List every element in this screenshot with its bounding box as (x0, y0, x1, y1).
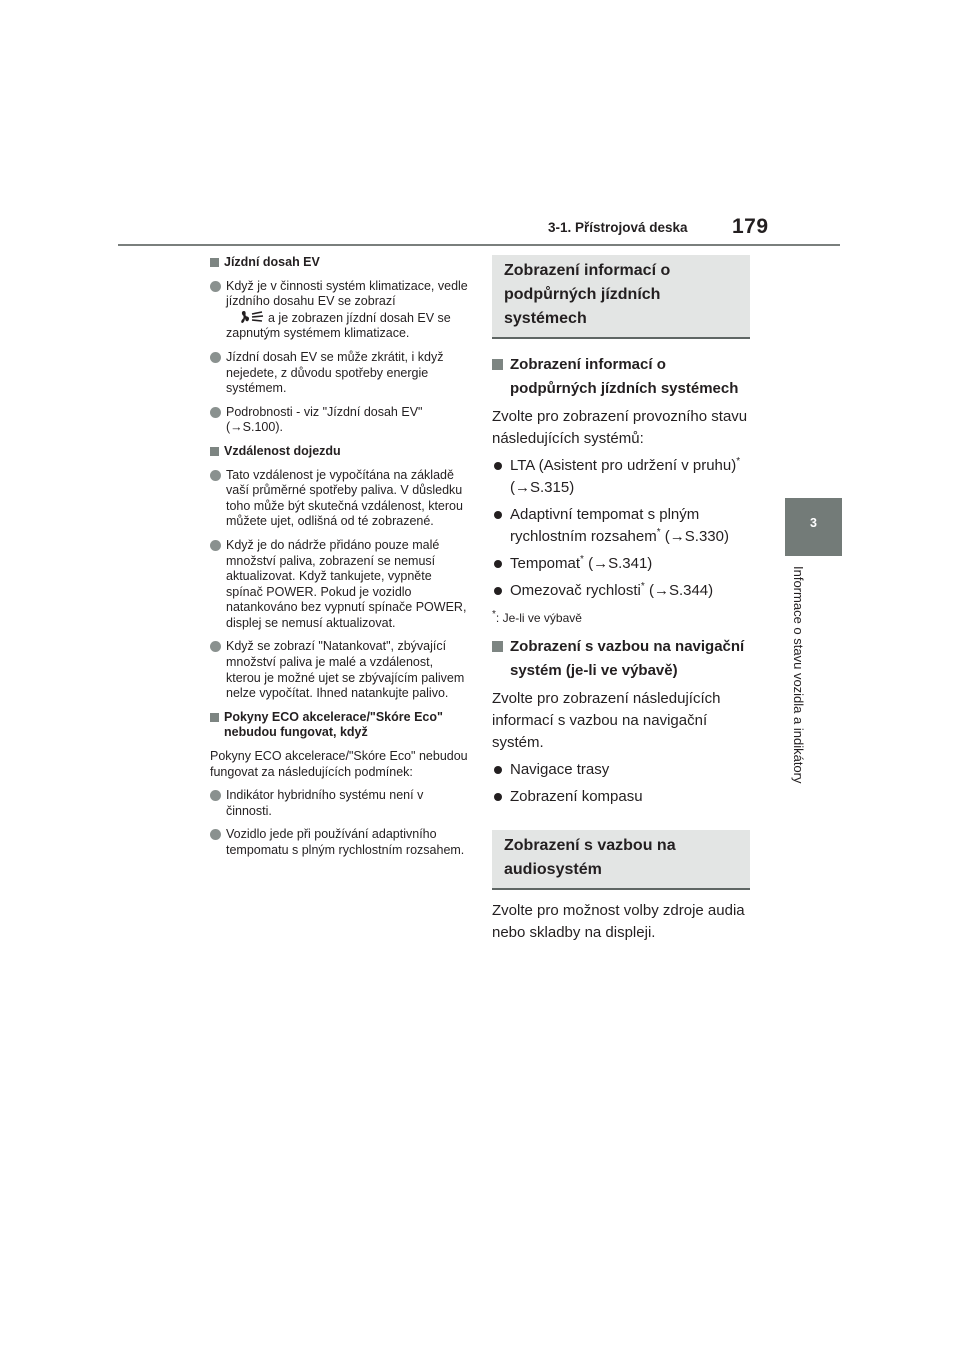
circle-bullet-icon (494, 793, 502, 801)
heading-eco (210, 710, 470, 741)
paragraph: Zvolte pro zobrazení následujících informací s vazbou na navigační systém. (492, 690, 721, 751)
paragraph: Pokyny ECO akcelerace/"Skóre Eco" nebudou fungovat za následujících podmínek: (210, 749, 468, 779)
paragraph: Zvolte pro možnost volby zdroje audia nebo skladby na displeji. (492, 902, 745, 941)
square-bullet-icon (492, 359, 503, 370)
page-number: 179 (732, 215, 769, 238)
circle-bullet-icon (210, 790, 221, 801)
chapter-label: Informace o stavu vozidla a indikátory (791, 566, 806, 784)
section-box-audio: Zobrazení s vazbou na audiosystém (492, 830, 750, 890)
list-item (492, 786, 750, 808)
list-item-text: Zobrazení kompasu (510, 788, 643, 805)
circle-bullet-icon (210, 352, 221, 363)
list-item (492, 580, 750, 602)
list-item-text: Tato vzdálenost je vypočítána na základě vaší průměrné spotřeby paliva. V důsledku toho může být skutečná vzdálenost, kterou můžete ujet, odlišná od té zobrazené. (226, 467, 463, 529)
circle-bullet-icon (494, 511, 502, 519)
list-item (492, 504, 750, 548)
list-item (210, 538, 470, 632)
square-bullet-icon (210, 713, 219, 722)
circle-bullet-icon (210, 407, 221, 418)
heading-text: Vzdálenost dojezdu (224, 443, 341, 458)
list-item-text-cont: a je zobrazen jízdní dosah EV se zapnutým systémem klimatizace. (226, 310, 451, 341)
circle-bullet-icon (210, 829, 221, 840)
list-item-text: Tempomat (510, 555, 581, 572)
list-item (210, 788, 470, 819)
page-reference: (→S.344) (644, 582, 714, 599)
circle-bullet-icon (494, 766, 502, 774)
circle-bullet-icon (494, 462, 502, 470)
list-item-text: Vozidlo jede při používání adaptivního tempomatu s plným rychlostním rozsahem. (226, 827, 465, 857)
list-item (492, 455, 750, 499)
list-item (492, 553, 750, 575)
footnote-text: : Je-li ve výbavě (495, 611, 582, 625)
list-item (210, 639, 470, 701)
circle-bullet-icon (210, 470, 221, 481)
heading-navigation (492, 635, 750, 683)
header-rule (118, 244, 840, 246)
list-item-text: Jízdní dosah EV se může zkrátit, i když nejedete, z důvodu spotřeby energie systémem. (226, 349, 444, 396)
list-item-text: Indikátor hybridního systému není v činnosti. (226, 788, 424, 818)
fan-icon (240, 310, 264, 324)
navigation-list (492, 759, 750, 808)
list-item-text: Adaptivní tempomat s plným rychlostním rozsahem (510, 506, 700, 545)
heading-text: Pokyny ECO akcelerace/"Skóre Eco" nebudou fungovat, když (224, 709, 443, 740)
heading-driving-support (492, 353, 750, 401)
footnote (492, 607, 750, 629)
square-bullet-icon (210, 447, 219, 456)
circle-bullet-icon (210, 641, 221, 652)
footnote-mark: * (492, 609, 496, 620)
page-reference: (→S.341) (583, 555, 653, 572)
list-item (492, 759, 750, 781)
list-item (210, 405, 470, 436)
heading-ev-range (210, 255, 470, 271)
footnote-mark: * (656, 527, 661, 538)
list-item-text: Když je v činnosti systém klimatizace, vedle jízdního dosahu EV se zobrazí (226, 278, 468, 309)
paragraph: Zvolte pro zobrazení provozního stavu následujících systémů: (492, 408, 748, 447)
list-item-text: Navigace trasy (510, 761, 610, 778)
footnote-mark: * (640, 581, 645, 592)
section-title: 3-1. Přístrojová deska (548, 220, 688, 235)
circle-bullet-icon (210, 281, 221, 292)
heading-text: Zobrazení informací o podpůrných jízdních systémech (510, 356, 739, 397)
circle-bullet-icon (494, 560, 502, 568)
list-item-text: Když je do nádrže přidáno pouze malé množství paliva, zobrazení se nemusí aktualizovat. Když tankujete, vypněte spínač POWER. Pokud je vozidlo natankováno bez vypnutí spínače POWER, displej se nemusí aktualizovat. (226, 537, 467, 630)
footnote-mark: * (736, 456, 741, 467)
right-column (492, 255, 750, 949)
left-column (210, 255, 470, 867)
list-item (210, 350, 470, 397)
heading-text: Zobrazení s vazbou na navigační systém (je-li ve výbavě) (510, 638, 745, 679)
footnote-mark: * (580, 554, 584, 565)
list-item-text: Když se zobrazí "Natankovat", zbývající množství paliva je malé a vzdálenost, kterou je možné ujet se zbývajícím palivem nelze vypočítat. Ihned natankujte palivo. (226, 639, 465, 701)
list-item-text: Podrobnosti - viz "Jízdní dosah EV" (→S.100). (226, 404, 423, 435)
support-systems-list (492, 455, 750, 602)
square-bullet-icon (210, 258, 219, 267)
list-item (210, 468, 470, 530)
section-box-driving-support: Zobrazení informací o podpůrných jízdních systémech (492, 255, 750, 339)
list-item-text: Omezovač rychlosti (510, 582, 641, 599)
page-reference: (→S.315) (510, 479, 575, 496)
list-item (210, 279, 470, 342)
chapter-number: 3 (810, 516, 817, 530)
list-item-text: LTA (Asistent pro udržení v pruhu) (510, 457, 737, 474)
heading-range (210, 444, 470, 460)
heading-text: Jízdní dosah EV (224, 255, 320, 269)
circle-bullet-icon (494, 587, 502, 595)
list-item (210, 827, 470, 858)
circle-bullet-icon (210, 540, 221, 551)
square-bullet-icon (492, 641, 503, 652)
page-reference: (→S.330) (660, 528, 729, 545)
